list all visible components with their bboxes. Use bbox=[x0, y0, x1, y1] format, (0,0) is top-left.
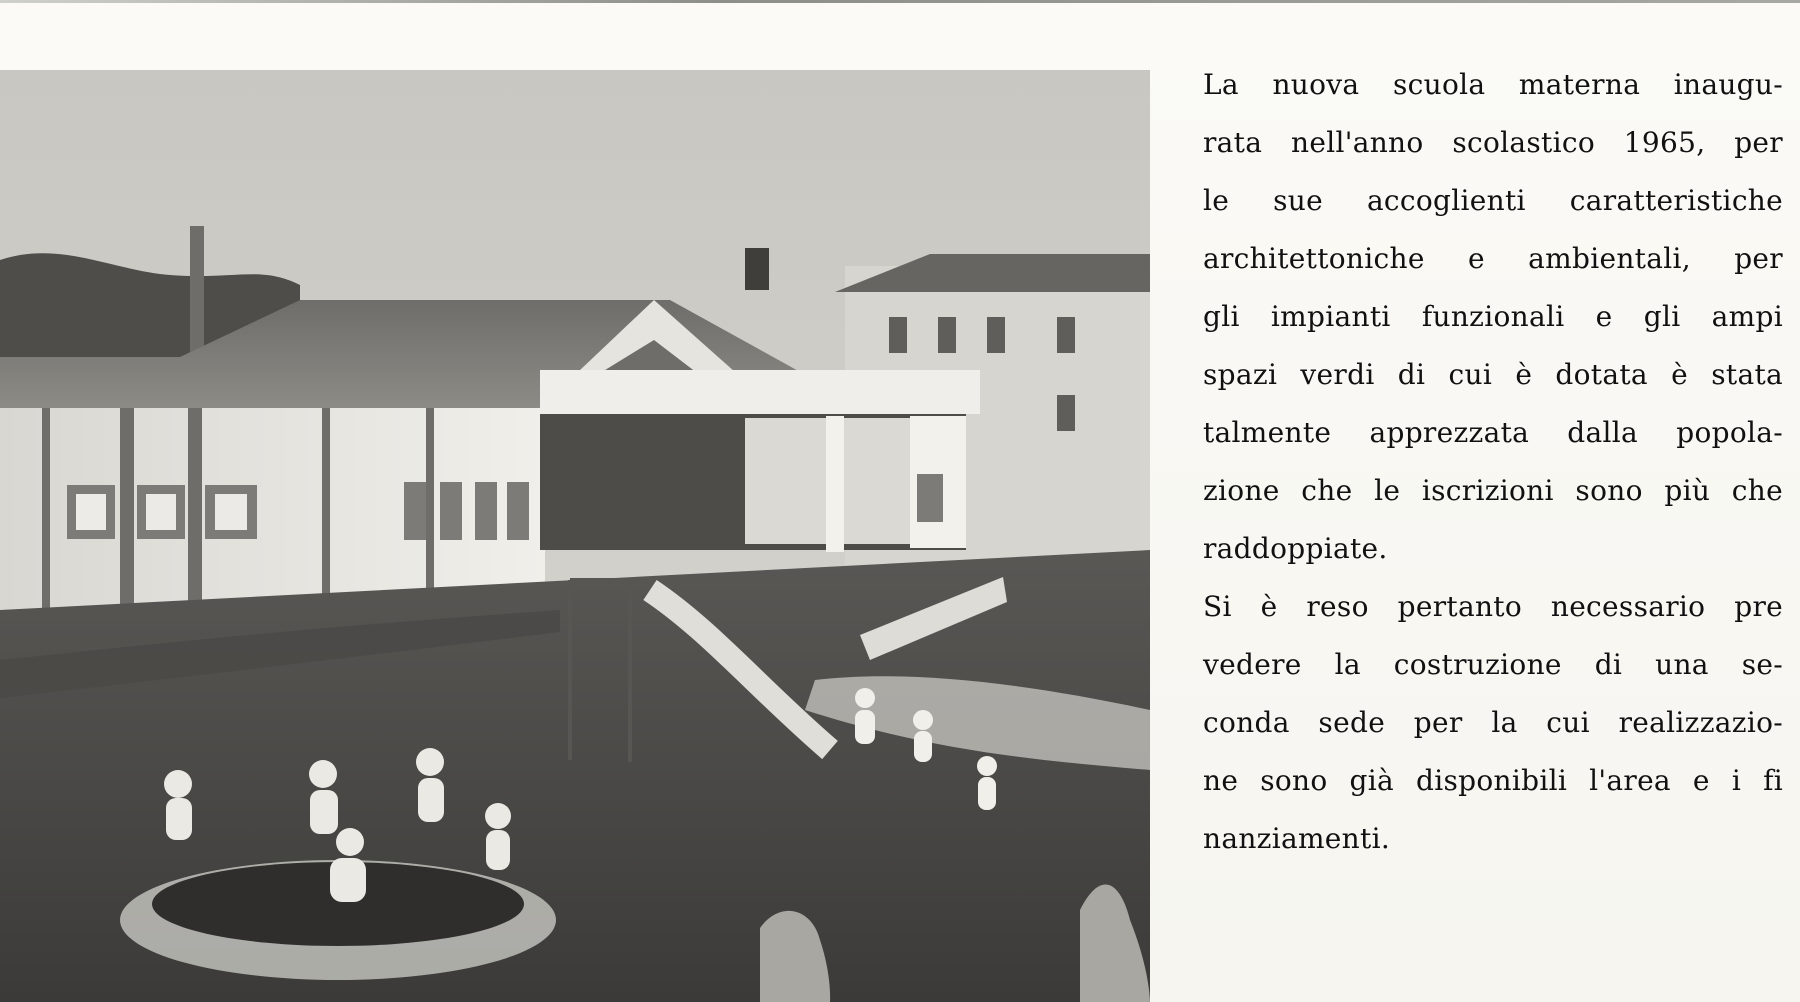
paragraph-1-line-7: talmente apprezzata dalla popola- bbox=[1203, 416, 1783, 449]
paragraph-1-line-3: le sue accoglienti caratteristiche bbox=[1203, 184, 1783, 217]
chimney bbox=[190, 226, 204, 358]
kindergarten-photo bbox=[0, 70, 1150, 1002]
window-panes bbox=[76, 494, 247, 530]
paragraph-2-line-1: Si è reso pertanto necessario pre bbox=[1203, 590, 1783, 623]
portico-roof bbox=[540, 370, 980, 414]
paragraph-2-line-4: ne sono già disponibili l'area e i fi bbox=[1203, 764, 1783, 797]
paragraph-1-line-9: raddoppiate. bbox=[1203, 532, 1388, 565]
paragraph-1 bbox=[1203, 56, 1783, 578]
paragraph-1-line-1: La nuova scuola materna inaugu- bbox=[1203, 68, 1783, 101]
paragraph-2-line-5: nanziamenti. bbox=[1203, 822, 1391, 855]
description-text bbox=[1203, 56, 1783, 868]
photo-illustration bbox=[0, 70, 1150, 1002]
roof-chimney bbox=[745, 248, 769, 290]
top-border bbox=[0, 0, 1800, 3]
paragraph-1-line-2: rata nell'anno scolastico 1965, per bbox=[1203, 126, 1783, 159]
paragraph-2-line-2: vedere la costruzione di una se- bbox=[1203, 648, 1783, 681]
portico-column bbox=[826, 416, 844, 552]
paragraph-1-line-6: spazi verdi di cui è dotata è stata bbox=[1203, 358, 1783, 391]
paragraph-1-line-5: gli impianti funzionali e gli ampi bbox=[1203, 300, 1783, 333]
paragraph-1-line-4: architettoniche e ambientali, per bbox=[1203, 242, 1783, 275]
paragraph-2-line-3: conda sede per la cui realizzazio- bbox=[1203, 706, 1783, 739]
paragraph-1-line-8: zione che le iscrizioni sono più che bbox=[1203, 474, 1783, 507]
paragraph-2 bbox=[1203, 578, 1783, 868]
